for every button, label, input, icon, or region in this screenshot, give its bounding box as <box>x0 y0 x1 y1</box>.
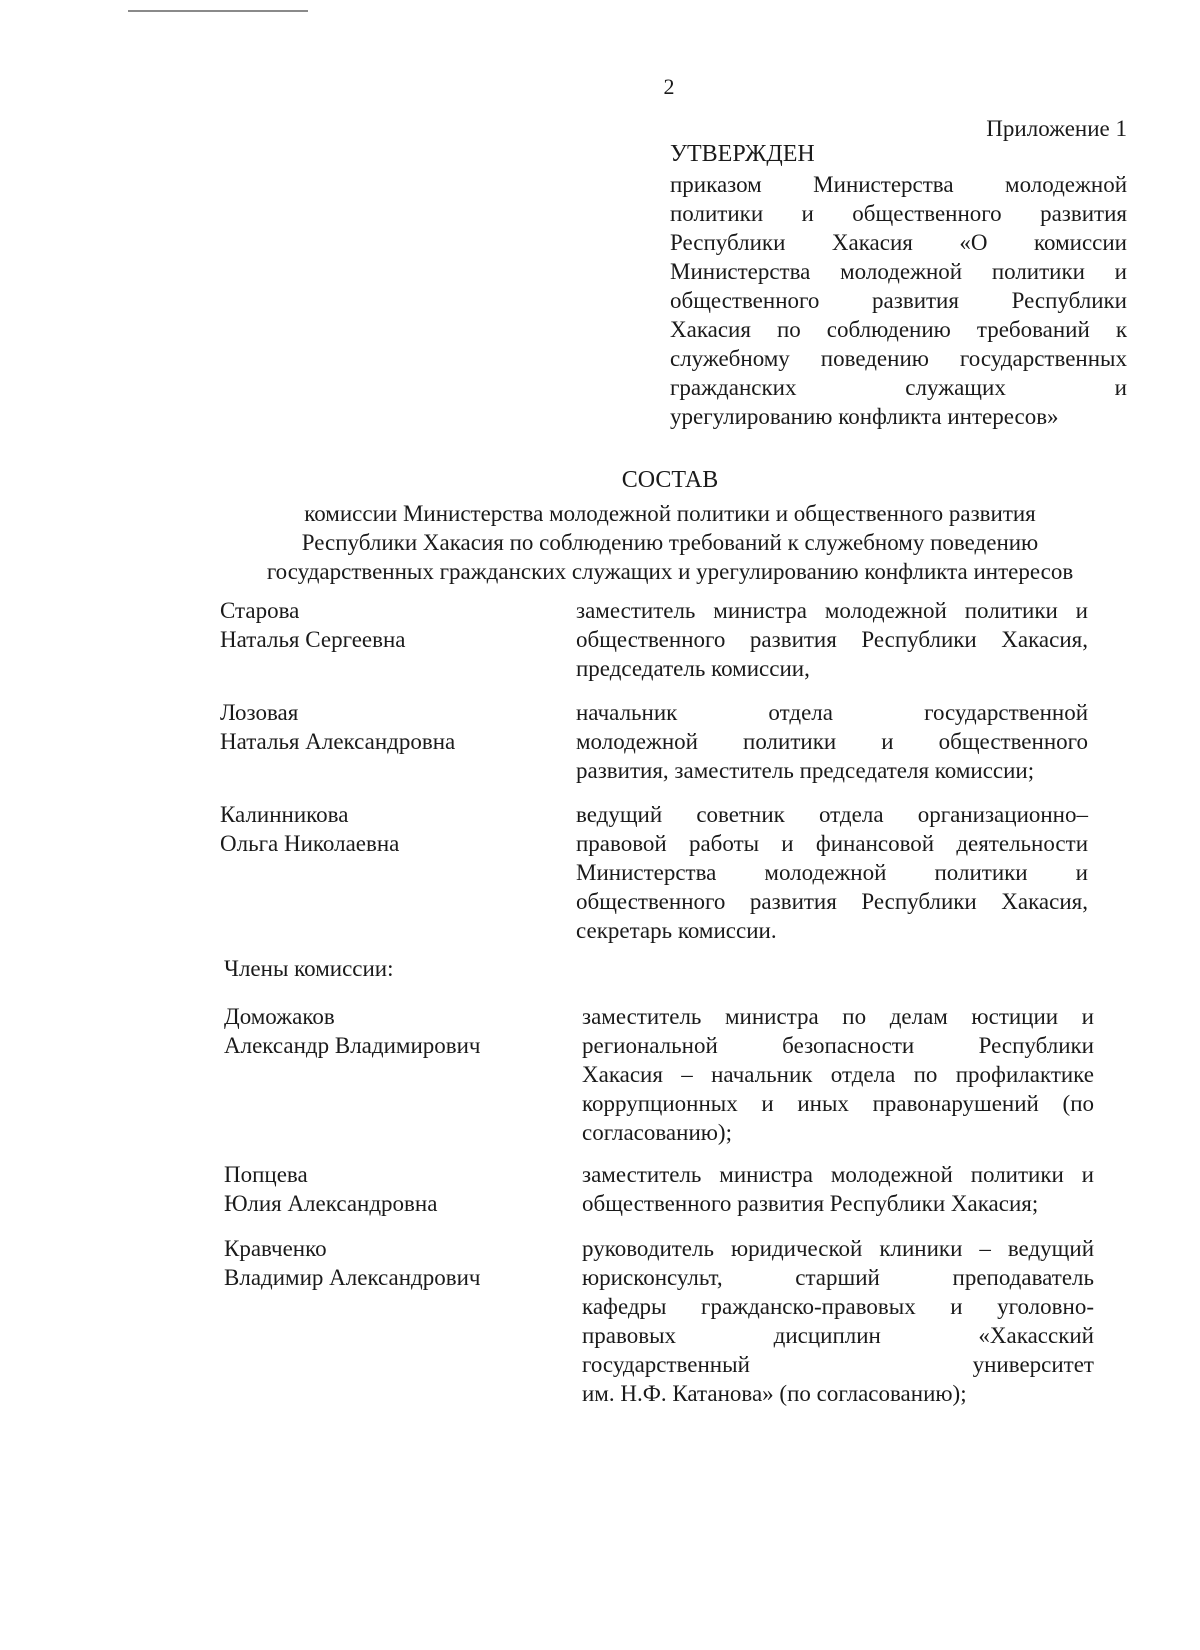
member-surname: Калинникова <box>220 802 349 827</box>
member-surname: Кравченко <box>224 1236 327 1261</box>
role-line: Хакасия – начальник отдела по профилактике <box>582 1062 1094 1087</box>
approval-title: УТВЕРЖДЕН <box>670 141 815 167</box>
member-name <box>220 800 550 858</box>
role-line: общественного развития Республики Хакасия, <box>576 889 1088 914</box>
member-role <box>582 1002 1094 1147</box>
member-name <box>224 1002 554 1060</box>
approval-line: Министерства молодежной политики и <box>670 259 1127 284</box>
role-line: согласованию); <box>582 1120 732 1145</box>
role-line: председатель комиссии, <box>576 656 810 681</box>
member-surname: Лозовая <box>220 700 299 725</box>
approval-line: гражданских служащих и <box>670 375 1127 400</box>
role-line: правовых дисциплин «Хакасский <box>582 1323 1094 1348</box>
member-role <box>582 1234 1094 1408</box>
composition-title: СОСТАВ <box>621 467 719 493</box>
role-line: региональной безопасности Республики <box>582 1033 1094 1058</box>
role-line: заместитель министра молодежной политики и <box>582 1162 1094 1187</box>
role-line: секретарь комиссии. <box>576 918 777 943</box>
role-line: правовой работы и финансовой деятельности <box>576 831 1088 856</box>
scan-edge-line <box>128 10 308 12</box>
member-given-names: Александр Владимирович <box>224 1033 481 1058</box>
approval-text <box>670 170 1127 431</box>
member-role <box>576 800 1088 945</box>
page-number: 2 <box>663 74 675 99</box>
role-line: общественного развития Республики Хакасия, <box>576 627 1088 652</box>
members-label: Члены комиссии: <box>224 956 394 981</box>
member-role <box>582 1160 1094 1218</box>
approval-line: Хакасия по соблюдению требований к <box>670 317 1127 342</box>
member-given-names: Владимир Александрович <box>224 1265 481 1290</box>
member-surname: Попцева <box>224 1162 308 1187</box>
role-line: кафедры гражданско-правовых и уголовно- <box>582 1294 1094 1319</box>
member-name <box>220 596 550 654</box>
member-role <box>576 698 1088 785</box>
role-line: руководитель юридической клиники – ведущий <box>582 1236 1094 1261</box>
role-line: государственный университет <box>582 1352 1094 1377</box>
role-line: ведущий советник отдела организационно– <box>576 802 1088 827</box>
approval-line: Республики Хакасия «О комиссии <box>670 230 1127 255</box>
member-surname: Старова <box>220 598 300 623</box>
role-line: заместитель министра молодежной политики и <box>576 598 1088 623</box>
role-line: юрисконсульт, старший преподаватель <box>582 1265 1094 1290</box>
appendix-label: Приложение 1 <box>986 116 1127 141</box>
composition-heading <box>200 466 1140 586</box>
role-line: Министерства молодежной политики и <box>576 860 1088 885</box>
member-role <box>576 596 1088 683</box>
approval-line: политики и общественного развития <box>670 201 1127 226</box>
role-line: коррупционных и иных правонарушений (по <box>582 1091 1094 1116</box>
approval-line: служебному поведению государственных <box>670 346 1127 371</box>
member-given-names: Наталья Сергеевна <box>220 627 406 652</box>
composition-subtitle-line: Республики Хакасия по соблюдению требований к служебному поведению <box>301 530 1039 555</box>
member-name <box>220 698 550 756</box>
composition-subtitle-line: государственных гражданских служащих и урегулированию конфликта интересов <box>266 559 1074 584</box>
member-surname: Доможаков <box>224 1004 335 1029</box>
role-line: развития, заместитель председателя комиссии; <box>576 758 1035 783</box>
member-name <box>224 1234 554 1292</box>
role-line: им. Н.Ф. Катанова» (по согласованию); <box>582 1381 967 1406</box>
member-given-names: Юлия Александровна <box>224 1191 438 1216</box>
composition-subtitle-line: комиссии Министерства молодежной политики и общественного развития <box>304 501 1036 526</box>
member-given-names: Ольга Николаевна <box>220 831 400 856</box>
approval-line: общественного развития Республики <box>670 288 1127 313</box>
role-line: начальник отдела государственной <box>576 700 1088 725</box>
approval-block <box>670 140 1127 431</box>
role-line: общественного развития Республики Хакасия; <box>582 1191 1039 1216</box>
role-line: заместитель министра по делам юстиции и <box>582 1004 1094 1029</box>
approval-line: урегулированию конфликта интересов» <box>670 404 1059 429</box>
role-line: молодежной политики и общественного <box>576 729 1088 754</box>
approval-line: приказом Министерства молодежной <box>670 172 1127 197</box>
member-name <box>224 1160 554 1218</box>
member-given-names: Наталья Александровна <box>220 729 456 754</box>
